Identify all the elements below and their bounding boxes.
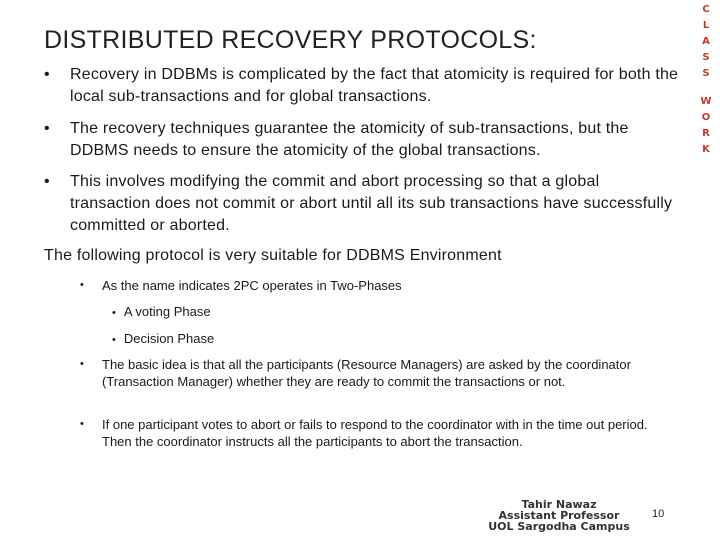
class-work-label: [698, 2, 714, 158]
bullet-text: Recovery in DDBMs is complicated by the fact that atomicity is required for both the local sub-transactions and for global transactions.: [70, 66, 679, 105]
side-letter: S: [702, 52, 710, 63]
side-letter: A: [702, 36, 710, 47]
bullet-marker: •: [44, 66, 50, 83]
bullet-marker: •: [44, 173, 50, 190]
author-campus: UOL Sargodha Campus: [488, 520, 630, 533]
phase-item: [112, 303, 211, 322]
side-letter: C: [702, 4, 710, 15]
side-letter: O: [701, 112, 711, 123]
bullet-item: [44, 118, 679, 162]
author-name: Tahir Nawaz: [521, 498, 597, 511]
page-number: 10: [652, 508, 665, 520]
bullet-marker: •: [80, 418, 84, 430]
side-letter: S: [702, 68, 710, 79]
phase-text: Decision Phase: [123, 331, 215, 346]
sub-bullet-text: The basic idea is that all the participants (Resource Managers) are asked by the coordinator (Transaction Manager) whether they are ready to commit the transactions or not.: [102, 357, 631, 389]
protocol-intro: The following protocol is very suitable for DDBMS Environment: [44, 247, 502, 264]
side-letter: L: [702, 20, 710, 31]
slide-title: DISTRIBUTED RECOVERY PROTOCOLS:: [44, 26, 537, 54]
side-letter: W: [700, 96, 712, 107]
bullet-marker: •: [80, 279, 84, 291]
sub-bullet-text: As the name indicates 2PC operates in Two-Phases: [102, 278, 402, 293]
author-position: Assistant Professor: [498, 509, 620, 522]
bullet-item: [44, 64, 679, 108]
sub-bullet-item: [80, 277, 680, 294]
bullet-item: [44, 171, 679, 237]
phase-item: [112, 330, 214, 349]
bullet-marker: •: [112, 334, 116, 346]
phase-text: A voting Phase: [123, 304, 211, 319]
bullet-marker: •: [112, 307, 116, 319]
sub-bullet-item: [80, 416, 680, 450]
sub-bullet-item: [80, 356, 680, 390]
bullet-marker: •: [44, 120, 50, 137]
side-letter: R: [702, 128, 710, 139]
sub-bullet-text: If one participant votes to abort or fails to respond to the coordinator with in the time out period. Then the coordinator instructs all the participants to abort the transaction.: [102, 417, 648, 449]
side-gap: [698, 82, 714, 94]
bullet-text: The recovery techniques guarantee the atomicity of sub-transactions, but the DDBMS needs to ensure the atomicity of the global transactions.: [70, 120, 629, 159]
side-letter: K: [702, 144, 710, 155]
bullet-marker: •: [80, 358, 84, 370]
author-signature: [484, 499, 634, 532]
bullet-text: This involves modifying the commit and abort processing so that a global transaction does not commit or abort until all its sub transactions have successfully committed or aborted.: [70, 173, 673, 234]
